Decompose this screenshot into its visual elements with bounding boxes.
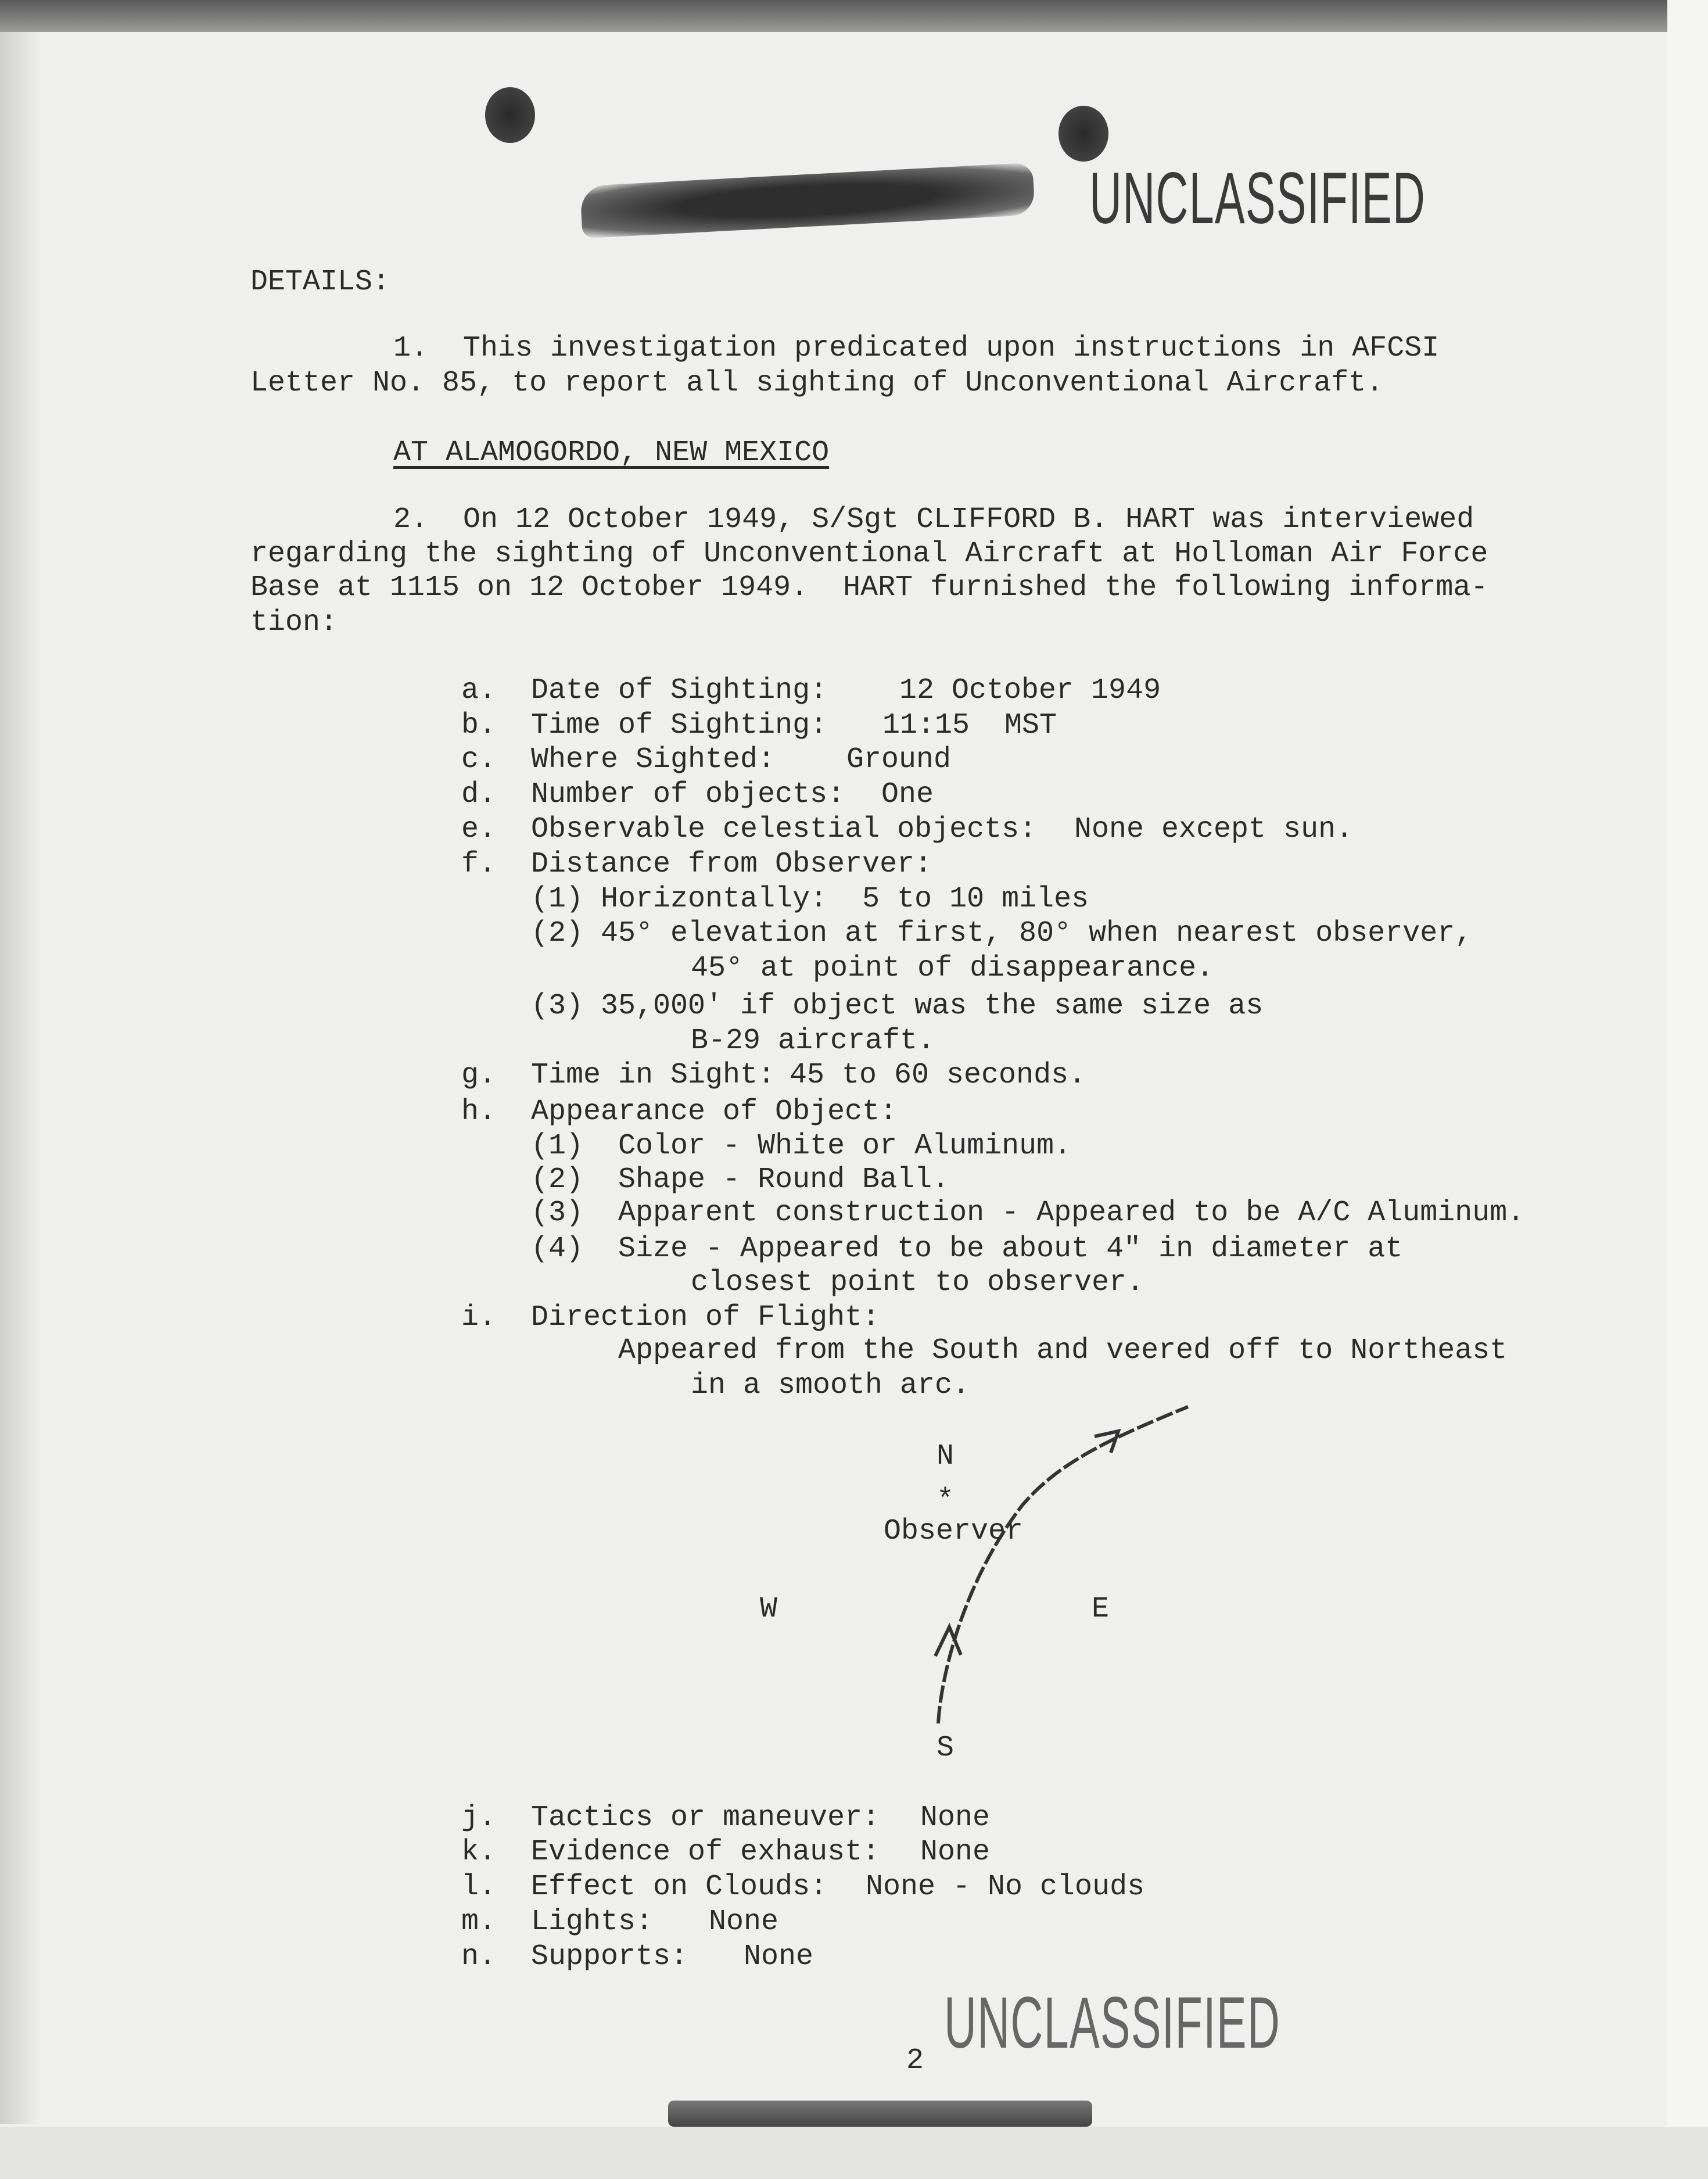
item-letter: h. [461,1095,497,1128]
paragraph-2-line: regarding the sighting of Unconventional Aircraft at Holloman Air Force [250,537,1488,571]
item-value: One [881,778,934,811]
paragraph-1-line: Letter No. 85, to report all sighting of Unconventional Aircraft. [250,367,1384,400]
page-number: 2 [906,2044,924,2077]
item-text: Appeared from the South and veered off to Northeast [618,1334,1508,1367]
flight-path-arc [938,1407,1188,1723]
compass-east: E [1092,1593,1110,1626]
item-letter: c. [461,743,497,776]
classification-stamp-top: UNCLASSIFIED [1089,158,1426,239]
item-value: None except sun. [1074,813,1354,846]
classification-stamp-bottom: UNCLASSIFIED [944,1983,1281,2063]
item-label: Evidence of exhaust: [531,1836,880,1869]
item-label: Where Sighted: [531,743,776,776]
item-label: Time of Sighting: [531,709,828,742]
item-label: Distance from Observer: [531,848,932,881]
location-heading: AT ALAMOGORDO, NEW MEXICO [393,436,830,470]
compass-south: S [936,1732,955,1765]
item-letter: j. [461,1801,497,1834]
item-value: None [920,1801,991,1834]
sub-item-continuation: closest point to observer. [691,1266,1144,1299]
item-label: Tactics or maneuver: [531,1801,880,1834]
sub-item-continuation: B-29 aircraft. [691,1024,935,1058]
item-label: Number of objects: [531,778,845,811]
observer-marker: * [936,1484,955,1517]
item-value: 12 October 1949 [899,674,1161,707]
item-value: None [744,1940,814,1973]
item-letter: i. [461,1301,497,1334]
item-letter: g. [461,1059,497,1092]
paragraph-1-line: 1. This investigation predicated upon instructions in AFCSI [393,332,1440,365]
item-letter: m. [461,1905,497,1938]
item-value: 45 to 60 seconds. [790,1059,1086,1092]
compass-west: W [760,1593,778,1626]
item-label: Lights: [531,1905,654,1938]
item-label: Direction of Flight: [531,1301,880,1334]
item-label: Appearance of Object: [531,1095,898,1128]
item-value: None [920,1836,991,1869]
compass-north: N [936,1440,955,1473]
item-label: Time in Sight: [531,1059,776,1092]
sub-item: (3) 35,000' if object was the same size as [531,990,1264,1023]
item-text: in a smooth arc. [691,1369,970,1402]
item-letter: a. [461,674,497,707]
item-letter: d. [461,778,497,811]
sub-item: (1) Horizontally: 5 to 10 miles [531,883,1089,916]
sub-item: (1) Color - White or Aluminum. [531,1130,1072,1163]
item-label: Effect on Clouds: [531,1870,828,1904]
item-label: Observable celestial objects: [531,813,1037,846]
item-letter: l. [461,1870,497,1904]
sub-item-continuation: 45° at point of disappearance. [691,952,1214,985]
sub-item: (4) Size - Appeared to be about 4" in diameter at [531,1232,1403,1266]
sub-item: (3) Apparent construction - Appeared to be A/C Aluminum. [531,1196,1525,1230]
item-letter: n. [461,1940,497,1973]
section-label: DETAILS: [250,266,390,299]
item-letter: f. [461,848,497,881]
item-letter: e. [461,813,497,846]
observer-label: Observer [884,1515,1024,1548]
item-letter: b. [461,709,497,742]
item-value: None - No clouds [866,1870,1145,1904]
item-letter: k. [461,1836,497,1869]
item-value: 11:15 MST [882,709,1057,742]
paragraph-2-line: Base at 1115 on 12 October 1949. HART furnished the following informa- [250,571,1488,604]
paragraph-2-line: tion: [250,606,338,639]
item-value: Ground [846,743,952,776]
paragraph-2-line: 2. On 12 October 1949, S/Sgt CLIFFORD B. HART was interviewed [393,503,1474,536]
item-value: None [709,1905,779,1938]
sub-item: (2) 45° elevation at first, 80° when nearest observer, [531,917,1473,950]
item-label: Date of Sighting: [531,674,828,707]
item-label: Supports: [531,1940,688,1973]
sub-item: (2) Shape - Round Ball. [531,1163,950,1196]
